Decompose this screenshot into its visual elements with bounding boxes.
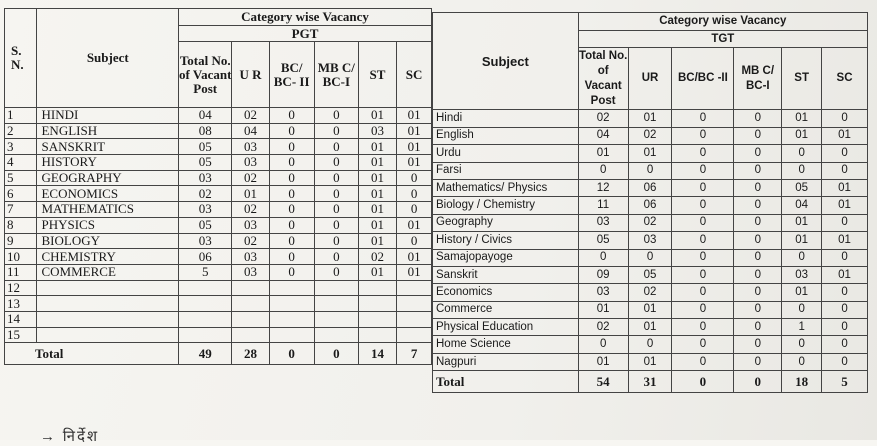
row-mb: 0 [314, 123, 358, 139]
row-subject: Physical Education [433, 319, 579, 336]
row-st: 03 [782, 266, 822, 283]
row-subject: English [433, 127, 579, 144]
table-row [5, 327, 432, 343]
row-sc: 0 [397, 186, 432, 202]
row-subject: HINDI [37, 108, 179, 124]
row-bc: 0 [269, 155, 314, 171]
table-row [5, 155, 432, 171]
row-subject: Geography [433, 214, 579, 231]
table-row [433, 301, 868, 318]
total-st: 18 [782, 371, 822, 393]
row-sc: 0 [397, 202, 432, 218]
row-sc: 0 [822, 214, 868, 231]
row-ur: 04 [232, 123, 269, 139]
row-sn: 1 [5, 108, 37, 124]
tgt-vacancy-table [432, 12, 868, 393]
row-sc: 01 [397, 264, 432, 280]
row-ur: 03 [232, 249, 269, 265]
row-subject: Hindi [433, 110, 579, 127]
table-row [433, 232, 868, 249]
row-sc [397, 280, 432, 296]
row-st: 05 [782, 179, 822, 196]
level-header: TGT [578, 31, 867, 48]
total-header: Total No. of Vacant Post [179, 42, 232, 108]
row-ur: 03 [628, 232, 672, 249]
sc-header: SC [822, 48, 868, 110]
row-ur [232, 296, 269, 312]
row-sc: 01 [397, 123, 432, 139]
row-subject: Farsi [433, 162, 579, 179]
row-ur: 03 [232, 139, 269, 155]
row-st [358, 280, 396, 296]
row-subject: History / Civics [433, 232, 579, 249]
row-ur: 01 [628, 145, 672, 162]
row-sc: 01 [822, 197, 868, 214]
row-bc: 0 [269, 186, 314, 202]
row-total: 03 [578, 214, 628, 231]
row-ur: 01 [628, 319, 672, 336]
category-header: Category wise Vacancy [578, 13, 867, 31]
subject-header: Subject [433, 13, 579, 110]
table-row [433, 284, 868, 301]
row-ur: 02 [232, 202, 269, 218]
row-mb: 0 [734, 179, 782, 196]
row-st: 04 [782, 197, 822, 214]
total-value: 49 [179, 343, 232, 365]
table-row [5, 217, 432, 233]
row-ur: 02 [628, 127, 672, 144]
row-st: 02 [358, 249, 396, 265]
row-sc [397, 327, 432, 343]
row-mb: 0 [734, 336, 782, 353]
row-subject [37, 311, 179, 327]
row-mb: 0 [314, 249, 358, 265]
row-subject: ECONOMICS [37, 186, 179, 202]
row-sn: 11 [5, 264, 37, 280]
row-bc: 0 [672, 284, 734, 301]
row-ur: 0 [628, 249, 672, 266]
row-mb: 0 [314, 217, 358, 233]
row-bc [269, 327, 314, 343]
row-subject: ENGLISH [37, 123, 179, 139]
row-sc: 01 [397, 155, 432, 171]
row-ur: 02 [232, 170, 269, 186]
row-sn: 15 [5, 327, 37, 343]
row-total: 01 [578, 353, 628, 370]
row-sc: 0 [822, 319, 868, 336]
row-subject [37, 327, 179, 343]
row-bc: 0 [269, 123, 314, 139]
row-st: 01 [782, 214, 822, 231]
total-ur: 31 [628, 371, 672, 393]
level-header: PGT [179, 26, 432, 42]
row-total: 12 [578, 179, 628, 196]
row-sn: 6 [5, 186, 37, 202]
row-st [358, 296, 396, 312]
row-sn: 10 [5, 249, 37, 265]
row-sc: 0 [822, 336, 868, 353]
row-total: 05 [578, 232, 628, 249]
table-row [433, 197, 868, 214]
total-bc: 0 [269, 343, 314, 365]
table-row [5, 186, 432, 202]
pgt-rows [5, 108, 432, 343]
table-row [433, 336, 868, 353]
row-total [179, 327, 232, 343]
subject-header: Subject [37, 9, 179, 108]
row-bc: 0 [269, 264, 314, 280]
row-mb: 0 [734, 232, 782, 249]
row-sc: 01 [822, 179, 868, 196]
row-total: 01 [578, 301, 628, 318]
row-ur [232, 280, 269, 296]
row-bc: 0 [269, 249, 314, 265]
row-total: 5 [179, 264, 232, 280]
row-bc: 0 [672, 110, 734, 127]
row-subject: BIOLOGY [37, 233, 179, 249]
table-row [433, 214, 868, 231]
row-mb: 0 [734, 319, 782, 336]
table-row [5, 202, 432, 218]
row-sc: 01 [397, 249, 432, 265]
row-ur: 02 [628, 214, 672, 231]
table-row [5, 108, 432, 124]
row-bc: 0 [672, 232, 734, 249]
table-row [5, 139, 432, 155]
row-bc: 0 [269, 202, 314, 218]
row-bc: 0 [269, 233, 314, 249]
table-row [5, 264, 432, 280]
row-st: 03 [358, 123, 396, 139]
table-row [433, 319, 868, 336]
pgt-vacancy-table [4, 8, 432, 365]
total-value: 54 [578, 371, 628, 393]
row-sc: 0 [822, 162, 868, 179]
table-row [5, 296, 432, 312]
row-total: 03 [179, 202, 232, 218]
row-total: 08 [179, 123, 232, 139]
table-row [5, 280, 432, 296]
row-sn: 4 [5, 155, 37, 171]
table-row [433, 353, 868, 370]
row-st: 01 [782, 127, 822, 144]
row-mb: 0 [314, 202, 358, 218]
total-header: Total No. of Vacant Post [578, 48, 628, 110]
row-sc [397, 296, 432, 312]
row-total: 0 [578, 336, 628, 353]
row-sn: 7 [5, 202, 37, 218]
bc-header: BC/BC -II [672, 48, 734, 110]
row-total: 02 [578, 110, 628, 127]
row-mb: 0 [314, 108, 358, 124]
row-subject: Mathematics/ Physics [433, 179, 579, 196]
row-st: 01 [358, 186, 396, 202]
row-bc: 0 [672, 353, 734, 370]
row-total: 03 [179, 170, 232, 186]
tgt-total-row [433, 371, 868, 393]
row-total: 03 [578, 284, 628, 301]
total-mb: 0 [314, 343, 358, 365]
row-st: 1 [782, 319, 822, 336]
row-subject: HISTORY [37, 155, 179, 171]
row-sc: 0 [822, 301, 868, 318]
row-st: 01 [358, 108, 396, 124]
row-mb: 0 [314, 264, 358, 280]
ur-header: U R [232, 42, 269, 108]
row-st: 01 [782, 284, 822, 301]
row-mb [314, 327, 358, 343]
row-sn: 2 [5, 123, 37, 139]
row-sc: 0 [822, 145, 868, 162]
row-bc: 0 [672, 266, 734, 283]
row-subject: Biology / Chemistry [433, 197, 579, 214]
row-bc: 0 [269, 217, 314, 233]
table-row [433, 162, 868, 179]
row-total: 01 [578, 145, 628, 162]
row-st: 0 [782, 249, 822, 266]
sc-header: SC [397, 42, 432, 108]
row-ur: 01 [628, 301, 672, 318]
ur-header: UR [628, 48, 672, 110]
row-mb [314, 280, 358, 296]
table-row [433, 127, 868, 144]
row-subject: PHYSICS [37, 217, 179, 233]
row-ur: 03 [232, 217, 269, 233]
row-mb [314, 296, 358, 312]
row-total [179, 296, 232, 312]
row-mb: 0 [734, 162, 782, 179]
row-st: 0 [782, 145, 822, 162]
row-mb [314, 311, 358, 327]
row-ur: 06 [628, 179, 672, 196]
row-sn: 12 [5, 280, 37, 296]
row-total: 05 [179, 217, 232, 233]
table-row [5, 123, 432, 139]
row-subject: Urdu [433, 145, 579, 162]
table-row [5, 311, 432, 327]
total-ur: 28 [232, 343, 269, 365]
st-header: ST [782, 48, 822, 110]
row-sc: 01 [397, 139, 432, 155]
row-bc: 0 [672, 162, 734, 179]
row-subject: Samajopayoge [433, 249, 579, 266]
row-sc: 01 [822, 127, 868, 144]
row-ur: 06 [628, 197, 672, 214]
row-subject: SANSKRIT [37, 139, 179, 155]
row-mb: 0 [314, 186, 358, 202]
category-header: Category wise Vacancy [179, 9, 432, 26]
row-sn: 9 [5, 233, 37, 249]
total-sc: 7 [397, 343, 432, 365]
table-row [433, 266, 868, 283]
row-sc: 01 [397, 108, 432, 124]
row-mb: 0 [314, 170, 358, 186]
row-subject: GEOGRAPHY [37, 170, 179, 186]
row-bc [269, 280, 314, 296]
row-sc: 01 [822, 232, 868, 249]
row-ur: 02 [232, 233, 269, 249]
table-row [433, 145, 868, 162]
row-sc: 01 [822, 266, 868, 283]
row-st: 01 [782, 232, 822, 249]
row-bc: 0 [672, 214, 734, 231]
row-mb: 0 [314, 155, 358, 171]
row-st: 01 [358, 170, 396, 186]
row-sn: 14 [5, 311, 37, 327]
row-bc: 0 [672, 179, 734, 196]
row-mb: 0 [734, 127, 782, 144]
total-mb: 0 [734, 371, 782, 393]
row-subject: Sanskrit [433, 266, 579, 283]
row-bc: 0 [269, 170, 314, 186]
row-total: 02 [578, 319, 628, 336]
row-total: 02 [179, 186, 232, 202]
row-total: 05 [179, 155, 232, 171]
row-st: 01 [358, 139, 396, 155]
row-bc: 0 [672, 145, 734, 162]
table-row [5, 233, 432, 249]
row-ur: 0 [628, 336, 672, 353]
table-row [433, 110, 868, 127]
row-subject: Nagpuri [433, 353, 579, 370]
row-total: 06 [179, 249, 232, 265]
row-bc: 0 [672, 127, 734, 144]
row-total [179, 311, 232, 327]
row-sc: 01 [397, 217, 432, 233]
row-st [358, 311, 396, 327]
row-st: 01 [358, 233, 396, 249]
row-subject: Economics [433, 284, 579, 301]
row-ur: 01 [232, 186, 269, 202]
row-sc: 0 [822, 249, 868, 266]
row-st [358, 327, 396, 343]
row-ur: 05 [628, 266, 672, 283]
row-sc [397, 311, 432, 327]
row-bc [269, 296, 314, 312]
table-row [433, 179, 868, 196]
row-total: 11 [578, 197, 628, 214]
row-total: 0 [578, 249, 628, 266]
row-bc: 0 [269, 108, 314, 124]
row-mb: 0 [314, 139, 358, 155]
row-total: 04 [179, 108, 232, 124]
row-bc: 0 [672, 249, 734, 266]
row-subject: COMMERCE [37, 264, 179, 280]
row-subject: CHEMISTRY [37, 249, 179, 265]
row-ur: 02 [628, 284, 672, 301]
row-st: 0 [782, 301, 822, 318]
footnote-text: → निर्देश [40, 429, 100, 445]
row-ur: 01 [628, 353, 672, 370]
pgt-total-row [5, 343, 432, 365]
st-header: ST [358, 42, 396, 108]
row-subject: MATHEMATICS [37, 202, 179, 218]
total-st: 14 [358, 343, 396, 365]
row-bc: 0 [672, 319, 734, 336]
row-sc: 0 [397, 170, 432, 186]
row-ur: 01 [628, 110, 672, 127]
row-bc: 0 [269, 139, 314, 155]
row-st: 0 [782, 162, 822, 179]
table-row [433, 249, 868, 266]
row-sc: 0 [822, 284, 868, 301]
row-subject [37, 296, 179, 312]
total-label: Total [5, 343, 179, 365]
row-bc: 0 [672, 336, 734, 353]
row-mb: 0 [734, 110, 782, 127]
row-subject [37, 280, 179, 296]
row-ur: 03 [232, 264, 269, 280]
sn-header: S. N. [5, 9, 37, 108]
table-row [5, 249, 432, 265]
mb-header: MB C/ BC-I [734, 48, 782, 110]
row-total: 05 [179, 139, 232, 155]
row-sn: 5 [5, 170, 37, 186]
total-label: Total [433, 371, 579, 393]
row-st: 01 [358, 155, 396, 171]
row-sc: 0 [397, 233, 432, 249]
row-sc: 0 [822, 110, 868, 127]
row-total: 03 [179, 233, 232, 249]
row-sn: 8 [5, 217, 37, 233]
row-st: 0 [782, 353, 822, 370]
bc-header: BC/ BC- II [269, 42, 314, 108]
row-mb: 0 [734, 284, 782, 301]
row-subject: Commerce [433, 301, 579, 318]
row-ur: 0 [628, 162, 672, 179]
row-mb: 0 [314, 233, 358, 249]
total-bc: 0 [672, 371, 734, 393]
table-row [5, 170, 432, 186]
row-ur: 02 [232, 108, 269, 124]
row-subject: Home Science [433, 336, 579, 353]
row-ur [232, 327, 269, 343]
row-total [179, 280, 232, 296]
row-sn: 13 [5, 296, 37, 312]
row-st: 01 [358, 202, 396, 218]
row-mb: 0 [734, 249, 782, 266]
row-total: 0 [578, 162, 628, 179]
row-st: 0 [782, 336, 822, 353]
row-sn: 3 [5, 139, 37, 155]
total-sc: 5 [822, 371, 868, 393]
row-bc [269, 311, 314, 327]
row-bc: 0 [672, 197, 734, 214]
row-mb: 0 [734, 353, 782, 370]
row-mb: 0 [734, 301, 782, 318]
row-st: 01 [782, 110, 822, 127]
row-mb: 0 [734, 266, 782, 283]
row-st: 01 [358, 217, 396, 233]
row-mb: 0 [734, 145, 782, 162]
row-st: 01 [358, 264, 396, 280]
row-ur [232, 311, 269, 327]
row-bc: 0 [672, 301, 734, 318]
row-mb: 0 [734, 214, 782, 231]
mb-header: MB C/ BC-I [314, 42, 358, 108]
row-total: 04 [578, 127, 628, 144]
row-total: 09 [578, 266, 628, 283]
tgt-rows [433, 110, 868, 371]
row-sc: 0 [822, 353, 868, 370]
row-ur: 03 [232, 155, 269, 171]
row-mb: 0 [734, 197, 782, 214]
